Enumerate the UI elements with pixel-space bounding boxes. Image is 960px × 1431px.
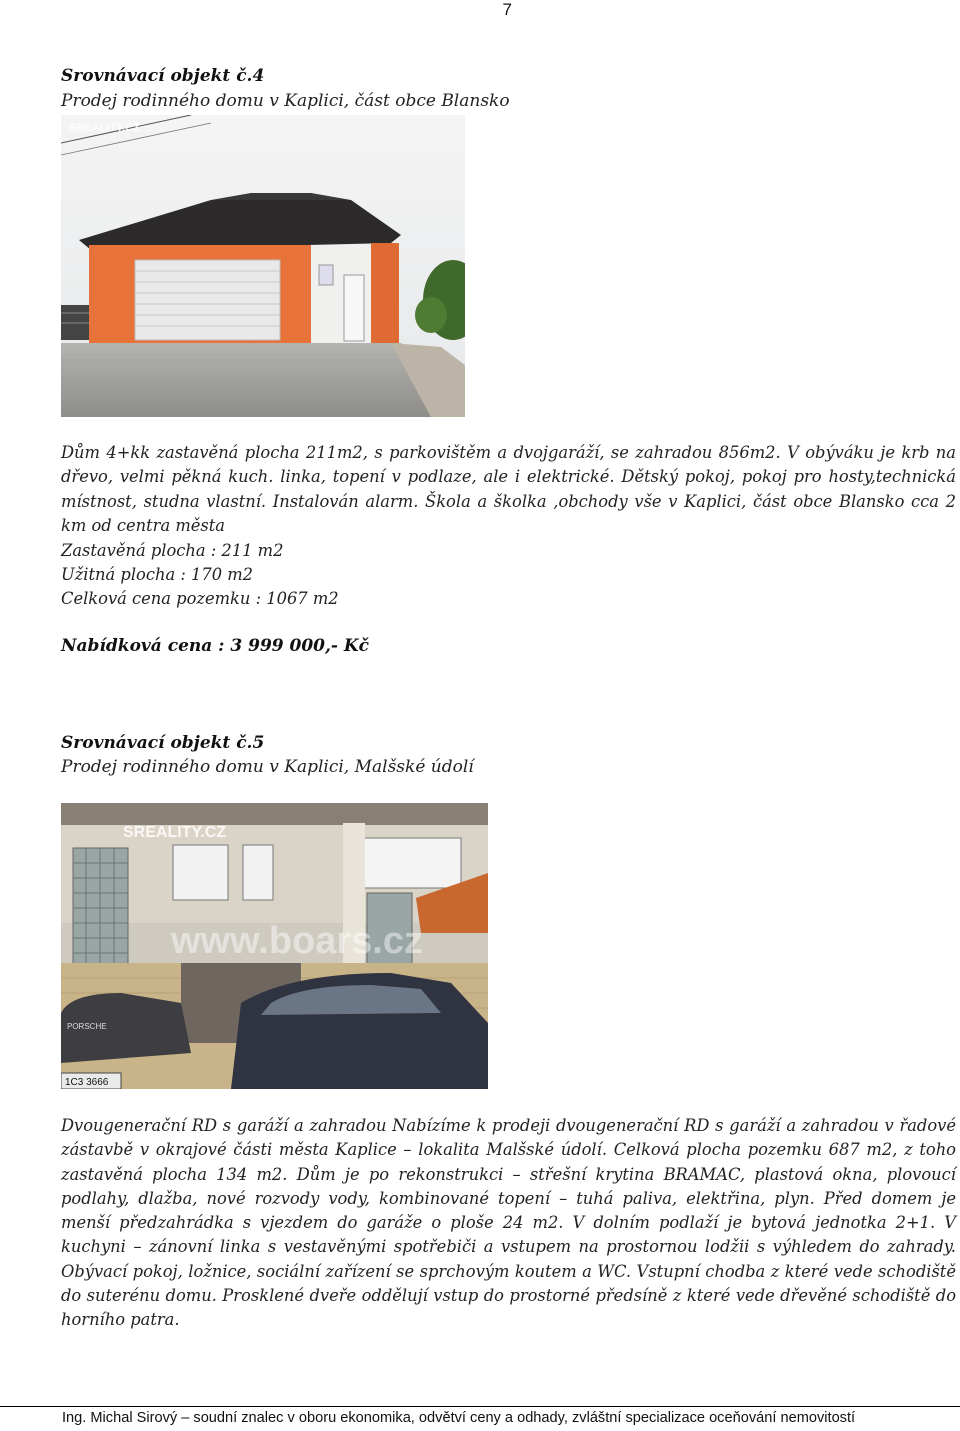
object5-house-illustration: [61, 803, 488, 1089]
object4-heading: Srovnávací objekt č.4: [61, 66, 265, 86]
object5-watermark-boars: www.boars.cz: [171, 920, 423, 962]
object5-license-plate: 1C3 3666: [65, 1077, 109, 1088]
object4-watermark: SREALITY.CZ: [69, 122, 140, 134]
object4-subheading: Prodej rodinného domu v Kaplici, část obce Blansko: [61, 91, 510, 111]
object5-subheading: Prodej rodinného domu v Kaplici, Malšské údolí: [61, 757, 474, 777]
object4-house-illustration: [61, 115, 465, 417]
object5-description: Dvougenerační RD s garáží a zahradou Nabízíme k prodeji dvougenerační RD s garáží a zahradou v řadové zástavbě v okrajové části města Kaplice – lokalita Malšské údolí. Celková plocha pozemku 687 m2, z toho zastavěná plocha 134 m2. Dům je po rekonstrukci – střešní krytina BRAMAC, plastová okna, plovoucí podlahy, dlažba, nové rozvody vody, kombinované topení – tuhá paliva, elektřina, plyn. Před domem je menší předzahrádka s vjezdem do garáže o ploše 24 m2. V dolním podlaží je bytová jednotka 2+1. V kuchyni – zánovní linka s vestavěnými spotřebiči a vstupem na prostornou lodžii s výhledem do zahrady. Obývací pokoj, ložnice, sociální zařízení se sprchovým koutem a WC. Vstupní chodba z které vede schodiště do suterénu domu. Prosklené dveře oddělují vstup do prostorné předsíně z které vede dřevěné schodiště do horního patra.: [61, 1116, 956, 1330]
object5-house-photo: [61, 803, 488, 1089]
object4-built-area: Zastavěná plocha : 211 m2: [61, 541, 284, 560]
object4-house-photo: [61, 115, 465, 417]
page-footer: Ing. Michal Sirový – soudní znalec v oboru ekonomika, odvětví ceny a odhady, zvláštní specializace oceňování nemovitostí: [62, 1410, 856, 1426]
object4-land-area: Celková cena pozemku : 1067 m2: [61, 589, 339, 608]
object5-heading: Srovnávací objekt č.5: [61, 733, 265, 753]
object4-usable-area: Užitná plocha : 170 m2: [61, 565, 254, 584]
object5-car-badge: PORSCHE: [67, 1022, 107, 1031]
object4-price: Nabídková cena : 3 999 000,- Kč: [61, 636, 370, 656]
page-number: 7: [502, 0, 512, 19]
object4-description: Dům 4+kk zastavěná plocha 211m2, s parkovištěm a dvojgaráží, se zahradou 856m2. V obýváku je krb na dřevo, velmi pěkná kuch. linka, topení v podlaze, ale i elektrické. Dětský pokoj, pokoj pro hosty,technická místnost, studna vlastní. Instalován alarm. Škola a školka ,obchody vše v Kaplici, část obce Blansko cca 2 km od centra města: [61, 443, 956, 535]
footer-divider: [0, 1406, 960, 1407]
object5-watermark: SREALITY.CZ: [123, 824, 227, 841]
